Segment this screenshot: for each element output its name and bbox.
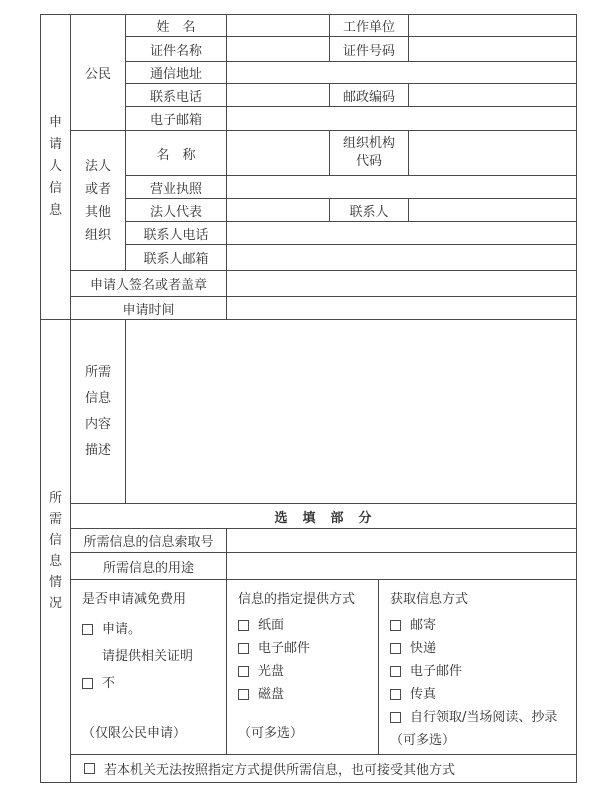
row-legal-rep [126, 199, 577, 222]
fee-waiver-title: 是否申请减免费用 [82, 592, 187, 607]
email-label: 电子邮箱 [126, 107, 227, 131]
row-optional-header [71, 504, 577, 529]
obtain-option-self-pickup-label: 自行领取/当场阅读、抄录 [410, 710, 558, 725]
signature-label: 申请人签名或者盖章 [71, 271, 227, 297]
license-label: 营业执照 [126, 176, 227, 199]
requested-body [71, 320, 577, 783]
row-email [126, 107, 577, 131]
fee-option-apply-label: 申请。 [102, 622, 142, 637]
row-signature [71, 271, 577, 297]
name-value-cell[interactable] [227, 15, 330, 37]
description-label-cell [71, 320, 126, 504]
org-code-label: 组织机构代码 [342, 136, 395, 169]
row-fallback [71, 755, 577, 783]
checkbox-icon[interactable] [82, 678, 93, 689]
signature-value-cell[interactable] [227, 271, 577, 297]
fallback-label: 若本机关无法按照指定方式提供所需信息，也可接受其他方式 [104, 763, 456, 778]
checkbox-icon[interactable] [390, 666, 401, 677]
org-code-label-cell [330, 131, 409, 176]
provide-option-cd-label: 光盘 [258, 664, 285, 679]
citizen-group [71, 15, 577, 131]
row-contact-phone [126, 222, 577, 245]
row-name [126, 15, 577, 37]
obtain-option-email-label: 电子邮件 [410, 664, 463, 679]
checkbox-icon[interactable] [390, 689, 401, 700]
requested-side-label-cell [41, 320, 71, 783]
checkbox-icon[interactable] [238, 666, 249, 677]
contact-phone-value-cell[interactable] [227, 222, 577, 245]
contact-value-cell[interactable] [409, 199, 577, 222]
legal-entity-group-label: 法人或者其他组织 [84, 158, 111, 243]
checkbox-icon[interactable] [84, 763, 95, 774]
name-label: 姓 名 [126, 15, 227, 37]
contact-email-value-cell[interactable] [227, 245, 577, 271]
obtain-option-email[interactable] [390, 660, 462, 683]
license-value-cell[interactable] [227, 176, 577, 199]
row-description [71, 320, 577, 504]
provide-option-cd[interactable] [238, 660, 284, 683]
obtain-option-express[interactable] [390, 637, 436, 660]
id-type-label: 证件名称 [126, 37, 227, 62]
row-org-name [126, 131, 577, 176]
provide-method-title: 信息的指定提供方式 [238, 592, 356, 607]
applicant-side-label-cell [41, 15, 71, 320]
checkbox-icon[interactable] [390, 712, 401, 723]
postcode-label: 邮政编码 [330, 84, 409, 107]
row-contact-email [126, 245, 577, 271]
row-apply-time [71, 297, 577, 320]
phone-value-cell[interactable] [227, 84, 330, 107]
usage-label: 所需信息的用途 [71, 553, 227, 580]
provide-option-email[interactable] [238, 637, 310, 660]
fee-waiver-cell [71, 580, 227, 755]
id-type-value-cell[interactable] [227, 37, 330, 62]
fee-option-no[interactable] [82, 672, 115, 695]
requested-info-section [41, 320, 577, 783]
legal-rep-label: 法人代表 [126, 199, 227, 222]
fee-proof-note: 请提供相关证明 [102, 649, 194, 664]
row-checkbox-options [71, 580, 577, 755]
legal-rep-value-cell[interactable] [227, 199, 330, 222]
description-label: 所需信息内容描述 [84, 364, 111, 458]
checkbox-icon[interactable] [390, 620, 401, 631]
row-license [126, 176, 577, 199]
fee-option-no-label: 不 [102, 676, 116, 691]
contact-email-label: 联系人邮箱 [126, 245, 227, 271]
obtain-method-title: 获取信息方式 [390, 592, 469, 607]
citizen-group-label-cell [71, 15, 126, 131]
application-form-table [40, 14, 577, 783]
row-usage [71, 553, 577, 580]
description-value-cell[interactable] [126, 320, 577, 504]
row-index-number [71, 529, 577, 553]
index-number-label: 所需信息的信息索取号 [71, 529, 227, 553]
optional-section-header: 选 填 部 分 [71, 504, 577, 529]
contact-label: 联系人 [330, 199, 409, 222]
obtain-option-express-label: 快递 [410, 641, 437, 656]
legal-entity-group [71, 131, 577, 271]
obtain-method-cell [379, 580, 577, 755]
citizen-group-label: 公民 [84, 67, 111, 82]
provide-method-cell [227, 580, 379, 755]
contact-phone-label: 联系人电话 [126, 222, 227, 245]
obtain-option-fax-label: 传真 [410, 687, 437, 702]
usage-value-cell[interactable] [227, 553, 577, 580]
provide-option-paper-label: 纸面 [258, 618, 285, 633]
obtain-option-fax[interactable] [390, 683, 436, 706]
provide-option-email-label: 电子邮件 [258, 641, 311, 656]
org-name-label: 名 称 [126, 131, 227, 176]
applicant-body [71, 15, 577, 320]
provide-option-paper[interactable] [238, 614, 284, 637]
email-value-cell[interactable] [227, 107, 577, 131]
obtain-option-self-pickup[interactable] [390, 706, 557, 729]
applicant-info-section [41, 15, 577, 320]
legal-entity-group-label-cell [71, 131, 126, 271]
checkbox-icon[interactable] [238, 643, 249, 654]
row-id [126, 37, 577, 62]
checkbox-icon[interactable] [238, 689, 249, 700]
fee-option-apply[interactable] [82, 618, 141, 641]
postcode-value-cell[interactable] [409, 84, 577, 107]
org-code-value-cell[interactable] [409, 131, 577, 176]
apply-time-value-cell[interactable] [227, 297, 577, 320]
org-name-value-cell[interactable] [227, 131, 330, 176]
fee-citizens-only-note: （仅限公民申请） [82, 726, 187, 741]
provide-option-disk[interactable] [238, 683, 284, 706]
checkbox-icon[interactable] [390, 643, 401, 654]
applicant-side-label: 申请人信息 [48, 115, 62, 218]
obtain-multi-note: （可多选） [390, 733, 456, 748]
index-number-value-cell[interactable] [227, 529, 577, 553]
address-value-cell[interactable] [227, 62, 577, 84]
fallback-option[interactable] [84, 759, 455, 778]
id-number-value-cell[interactable] [409, 37, 577, 62]
phone-label: 联系电话 [126, 84, 227, 107]
row-address [126, 62, 577, 84]
provide-multi-note: （可多选） [238, 726, 304, 741]
id-number-label: 证件号码 [330, 37, 409, 62]
checkbox-icon[interactable] [82, 624, 93, 635]
fallback-cell [71, 755, 577, 783]
apply-time-label: 申请时间 [71, 297, 227, 320]
work-unit-value-cell[interactable] [409, 15, 577, 37]
obtain-option-mail-label: 邮寄 [410, 618, 437, 633]
work-unit-label: 工作单位 [330, 15, 409, 37]
obtain-option-mail[interactable] [390, 614, 436, 637]
requested-side-label: 所需信息情况 [48, 491, 62, 611]
address-label: 通信地址 [126, 62, 227, 84]
provide-option-disk-label: 磁盘 [258, 687, 285, 702]
checkbox-icon[interactable] [238, 620, 249, 631]
row-phone [126, 84, 577, 107]
